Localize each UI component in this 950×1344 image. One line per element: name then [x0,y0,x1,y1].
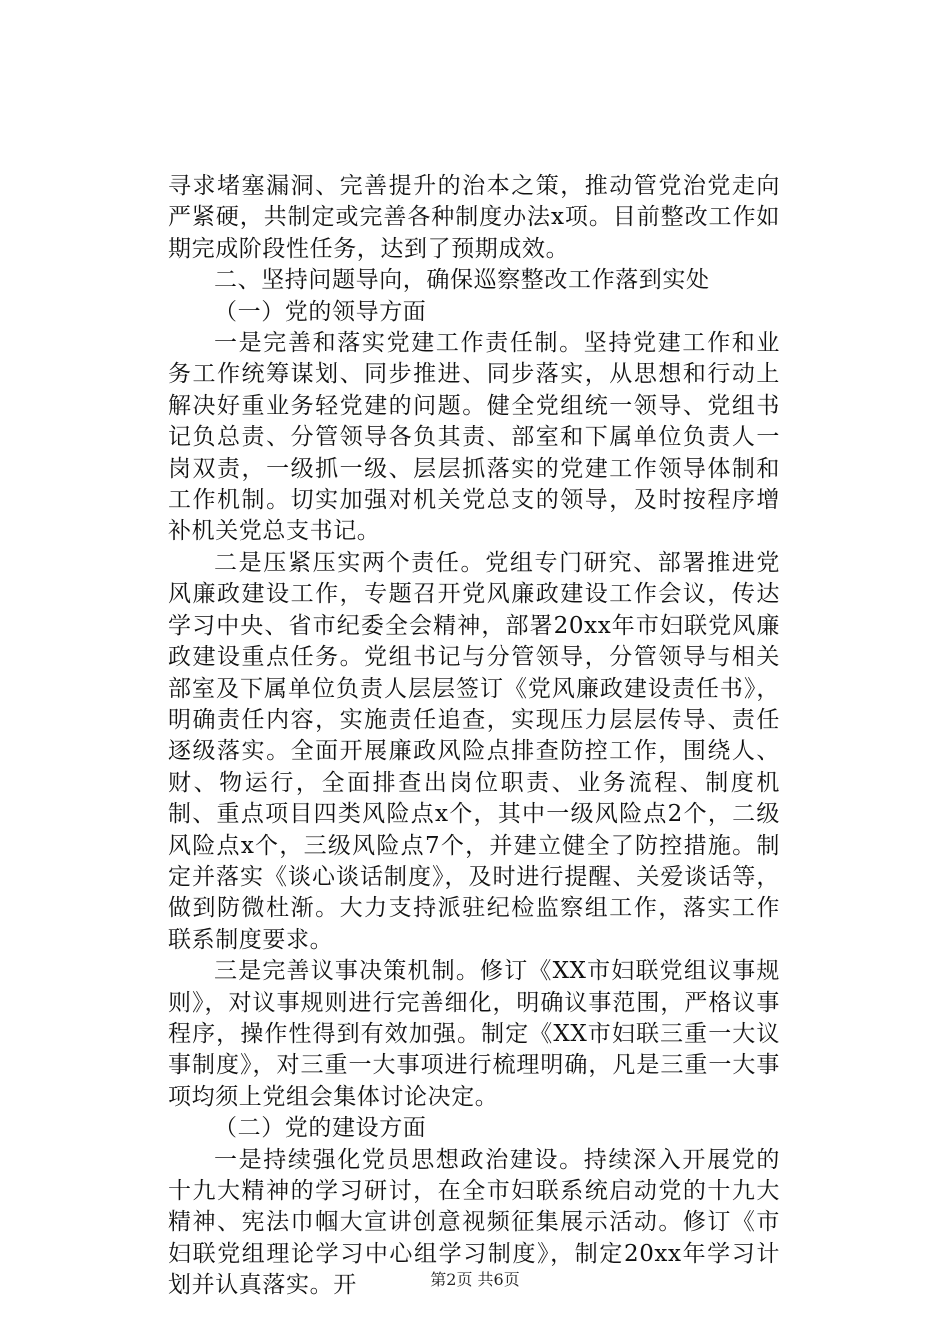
paragraph-item-4: 一是持续强化党员思想政治建设。持续深入开展党的十九大精神的学习研讨，在全市妇联系统启动党的十九大精神、宪法巾帼大宣讲创意视频征集展示活动。修订《市妇联党组理论学习中心组学习制度》，制定20xx年学习计划并认真落实。开 [168,1146,780,1299]
section-heading-2: 二、坚持问题导向，确保巡察整改工作落到实处 [214,267,710,294]
paragraph-item-1: 一是完善和落实党建工作责任制。坚持党建工作和业务工作统筹谋划、同步推进、同步落实，从思想和行动上解决好重业务轻党建的问题。健全党组统一领导、党组书记负总责、分管领导各负其责、部室和下属单位负责人一岗双责，一级抓一级、层层抓落实的党建工作领导体制和工作机制。切实加强对机关党总支的领导，及时按程序增补机关党总支书记。 [168,330,780,545]
paragraph-item-2: 二是压紧压实两个责任。党组专门研究、部署推进党风廉政建设工作，专题召开党风廉政建设工作会议，传达学习中央、省市纪委全会精神，部署20xx年市妇联党风廉政建设重点任务。党组书记与分管领导，分管领导与相关部室及下属单位负责人层层签订《党风廉政建设责任书》，明确责任内容，实施责任追查，实现压力层层传导、责任逐级落实。全面开展廉政风险点排查防控工作，围绕人、财、物运行，全面排查出岗位职责、业务流程、制度机制、重点项目四类风险点x个，其中一级风险点2个，二级风险点x个，三级风险点7个，并建立健全了防控措施。制定并落实《谈心谈话制度》，及时进行提醒、关爱谈话等，做到防微杜渐。大力支持派驻纪检监察组工作，落实工作联系制度要求。 [168,549,780,953]
page-footer: 第2页 共6页 [430,1270,520,1289]
subsection-heading-party-building: （二）党的建设方面 [214,1115,427,1142]
document-body [168,171,780,1302]
paragraph-continuation: 寻求堵塞漏洞、完善提升的治本之策，推动管党治党走向严紧硬，共制定或完善各种制度办法x项。目前整改工作如期完成阶段性任务，达到了预期成效。 [168,173,780,262]
paragraph-item-3: 三是完善议事决策机制。修订《XX市妇联党组议事规则》，对议事规则进行完善细化，明确议事范围，严格议事程序，操作性得到有效加强。制定《XX市妇联三重一大议事制度》，对三重一大事项进行梳理明确，凡是三重一大事项均须上党组会集体讨论决定。 [168,958,780,1110]
subsection-heading-party-leadership: （一）党的领导方面 [214,298,427,325]
